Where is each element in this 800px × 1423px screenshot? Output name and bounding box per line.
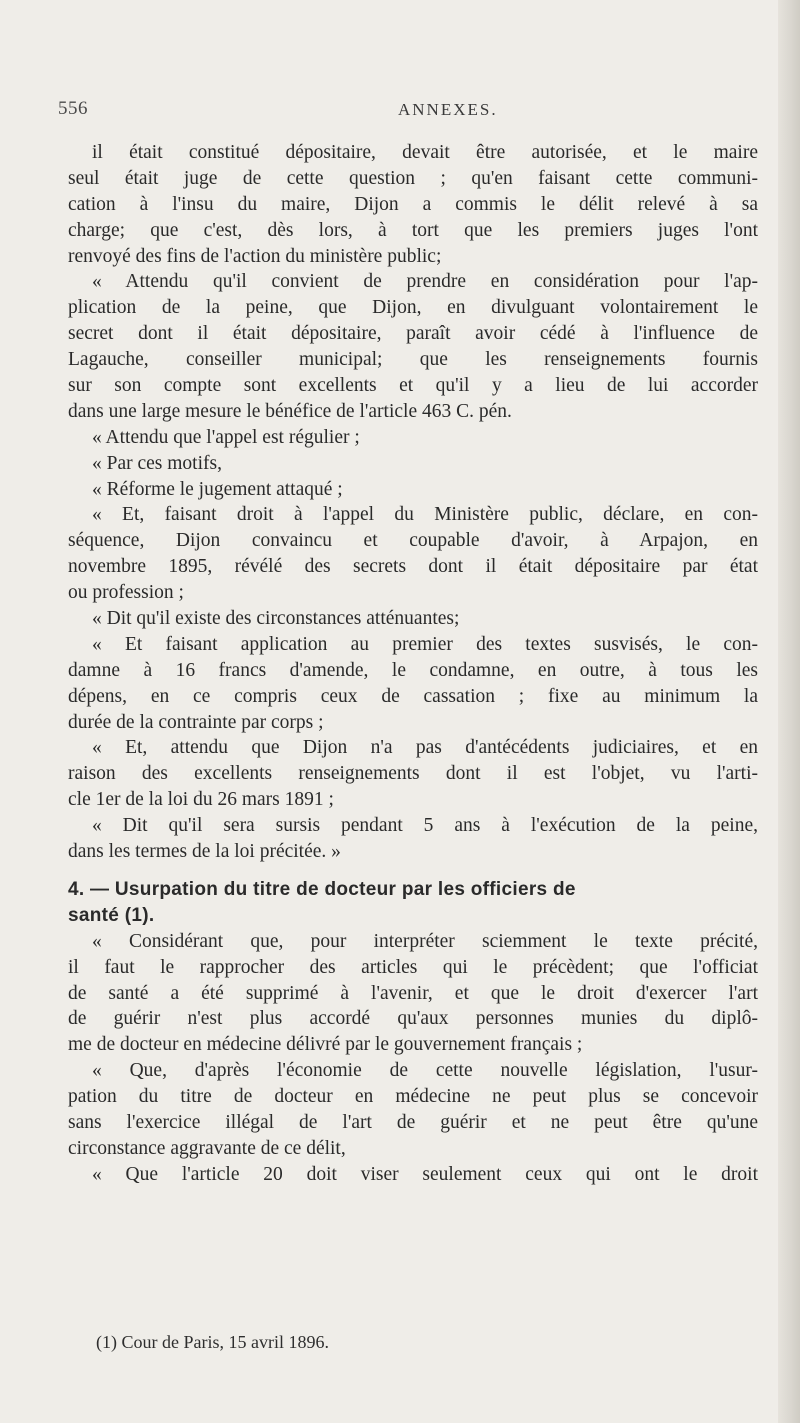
text-line: renvoyé des fins de l'action du ministère public; [68,245,442,267]
text-line: novembre 1895, révélé des secrets dont il était dépositaire par état [68,556,758,578]
text-line: plication de la peine, que Dijon, en divulguant volontairement le [68,297,758,319]
text-line: de santé a été supprimé à l'avenir, et que le droit d'exercer l'art [68,982,758,1004]
section-title: 4. — Usurpation du titre de docteur par les officiers de [68,878,576,900]
text-line: seul était juge de cette question ; qu'en faisant cette communi- [68,167,758,189]
text-line: « Dit qu'il sera sursis pendant 5 ans à l'exécution de la peine, [92,815,758,837]
text-line: circonstance aggravante de ce délit, [68,1137,346,1159]
text-line: charge; que c'est, dès lors, à tort que les premiers juges l'ont [68,219,758,241]
text-line: « Et, attendu que Dijon n'a pas d'antécédents judiciaires, et en [92,737,758,759]
text-line: « Que l'article 20 doit viser seulement ceux qui ont le droit [92,1163,758,1185]
text-line: « Dit qu'il existe des circonstances atténuantes; [92,608,460,630]
text-line: Lagauche, conseiller municipal; que les renseignements fournis [68,349,758,371]
text-line: « Réforme le jugement attaqué ; [92,478,343,500]
page-number: 556 [58,98,88,119]
section-title-continued: santé (1). [68,904,155,926]
running-title: ANNEXES. [398,100,498,119]
text-line: pation du titre de docteur en médecine ne peut plus se concevoir [68,1086,758,1108]
text-line: « Attendu que l'appel est régulier ; [92,426,360,448]
text-line: « Et faisant application au premier des textes susvisés, le con- [92,633,758,655]
text-line: de guérir n'est plus accordé qu'aux personnes munies du diplô- [68,1008,758,1030]
paragraphs [68,140,758,865]
text-line: dépens, en ce compris ceux de cassation ; fixe au minimum la [68,685,758,707]
text-line: « Considérant que, pour interpréter sciemment le texte précité, [92,930,758,952]
page-edge [778,0,800,1423]
footnote: (1) Cour de Paris, 15 avril 1896. [96,1332,329,1352]
text-line: « Attendu qu'il convient de prendre en considération pour l'ap- [92,271,758,293]
body-text [68,140,758,1188]
text-line: « Par ces motifs, [92,452,222,474]
text-line: me de docteur en médecine délivré par le gouvernement français ; [68,1034,583,1056]
text-line: « Que, d'après l'économie de cette nouvelle législation, l'usur- [92,1060,758,1082]
text-line: cle 1er de la loi du 26 mars 1891 ; [68,789,334,811]
text-line: durée de la contrainte par corps ; [68,711,324,733]
text-line: ou profession ; [68,582,184,604]
page-header [58,98,758,122]
text-line: il était constitué dépositaire, devait être autorisée, et le maire [92,142,758,163]
text-line: cation à l'insu du maire, Dijon a commis le délit relevé à sa [68,193,758,215]
text-line: secret dont il était dépositaire, paraît avoir cédé à l'influence de [68,323,758,345]
section-paragraphs [68,929,758,1188]
text-line: sur son compte sont excellents et qu'il y a lieu de lui accorder [68,375,758,397]
text-line: damne à 16 francs d'amende, le condamne, en outre, à tous les [68,659,758,681]
text-line: « Et, faisant droit à l'appel du Ministère public, déclare, en con- [92,504,758,526]
text-line: séquence, Dijon convaincu et coupable d'avoir, à Arpajon, en [68,530,758,552]
text-line: sans l'exercice illégal de l'art de guérir et ne peut être qu'une [68,1111,758,1133]
text-line: raison des excellents renseignements dont il est l'objet, vu l'arti- [68,763,758,785]
text-line: il faut le rapprocher des articles qui le précèdent; que l'officiat [68,956,758,978]
text-line: dans les termes de la loi précitée. » [68,841,341,863]
text-line: dans une large mesure le bénéfice de l'article 463 C. pén. [68,400,512,422]
